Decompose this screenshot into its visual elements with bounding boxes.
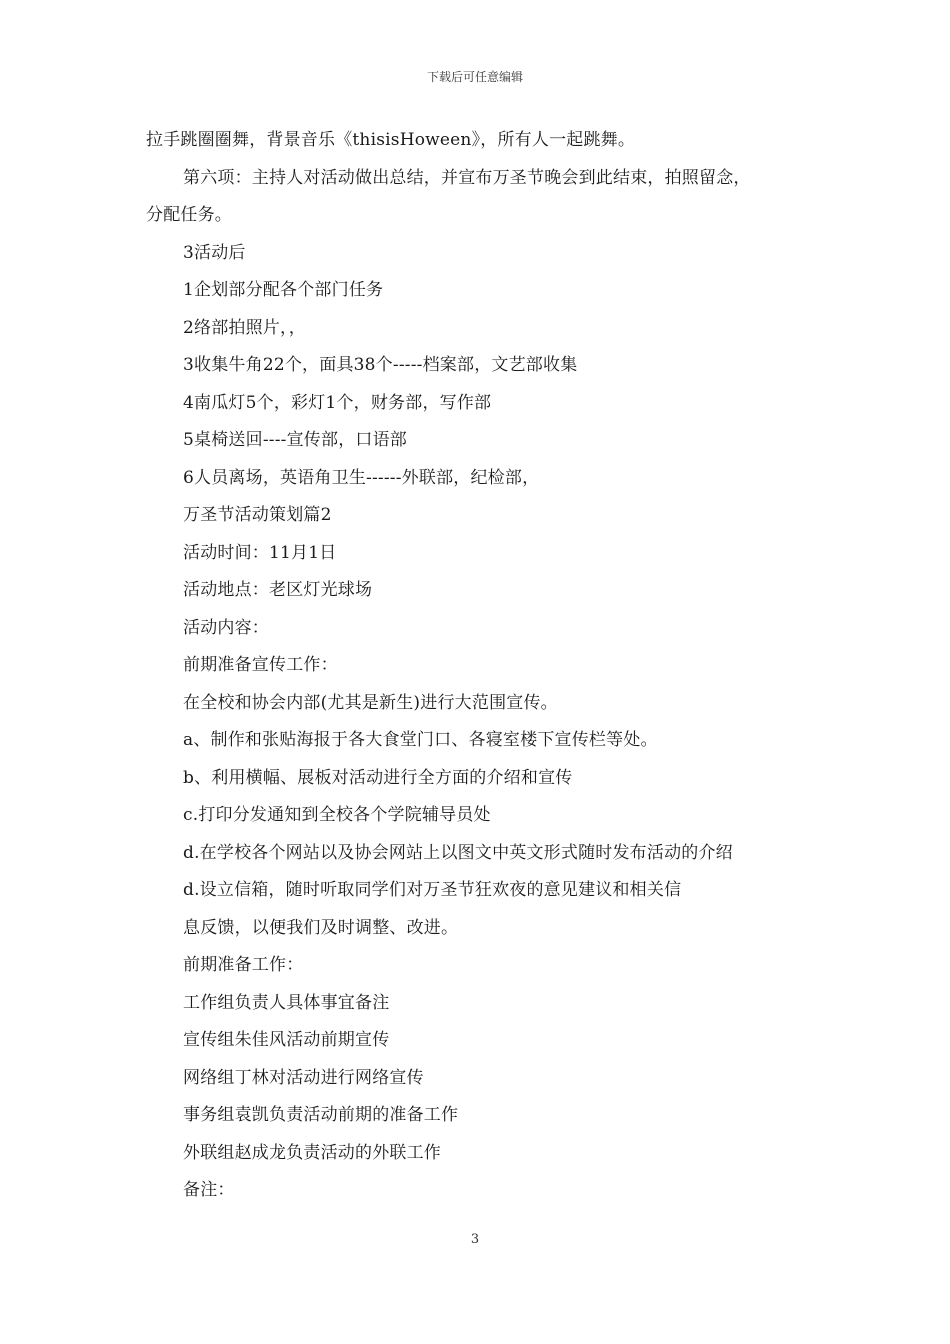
page-number: 3 [470, 1232, 480, 1247]
paragraph-line: 第六项：主持人对活动做出总结，并宣布万圣节晚会到此结束，拍照留念， [183, 167, 751, 188]
table-row-line: 网络组丁林对活动进行网络宣传 [183, 1067, 424, 1088]
table-row-line: 宣传组朱佳风活动前期宣传 [183, 1030, 390, 1050]
list-item: c.打印分发通知到全校各个学院辅导员处 [183, 805, 491, 825]
page-header: 下载后可任意编辑 [426, 70, 523, 84]
table-row-line: 事务组袁凯负责活动前期的准备工作 [183, 1105, 459, 1125]
paragraph-line: 活动内容： [183, 617, 269, 638]
section-heading: 3活动后 [183, 242, 246, 263]
paragraph-line: 备注： [183, 1180, 235, 1200]
paragraph-line: 活动地点：老区灯光球场 [183, 580, 373, 600]
paragraph-line: 息反馈，以便我们及时调整、改进。 [183, 917, 459, 938]
paragraph-line: 活动时间：11月1日 [183, 542, 337, 563]
list-item: d.在学校各个网站以及协会网站上以图文中英文形式随时发布活动的介绍 [183, 842, 733, 863]
document-body [146, 122, 826, 1210]
list-item: b、利用横幅、展板对活动进行全方面的介绍和宣传 [183, 767, 573, 788]
list-item: 4南瓜灯5个，彩灯1个，财务部，写作部 [183, 392, 492, 413]
list-item: 3收集牛角22个，面具38个-----档案部，文艺部收集 [183, 355, 578, 375]
list-item: 1企划部分配各个部门任务 [183, 280, 384, 300]
table-row-line: 外联组赵成龙负责活动的外联工作 [183, 1142, 441, 1163]
list-item: d.设立信箱，随时听取同学们对万圣节狂欢夜的意见建议和相关信 [183, 880, 682, 900]
list-item: 5桌椅送回----宣传部，口语部 [183, 430, 407, 450]
paragraph-line: 在全校和协会内部(尤其是新生)进行大范围宣传。 [183, 692, 558, 713]
paragraph-line: 分配任务。 [146, 205, 232, 225]
list-item: a、制作和张贴海报于各大食堂门口、各寝室楼下宣传栏等处。 [183, 730, 658, 750]
table-header-line: 工作组负责人具体事宜备注 [183, 992, 390, 1013]
paragraph-line: 前期准备宣传工作： [183, 655, 338, 675]
list-item: 6人员离场，英语角卫生------外联部，纪检部， [183, 467, 540, 488]
section-title: 万圣节活动策划篇2 [183, 505, 332, 525]
paragraph-line: 前期准备工作： [183, 955, 304, 975]
list-item: 2络部拍照片，， [183, 317, 306, 338]
paragraph-line: 拉手跳圈圈舞，背景音乐《thisisHoween》，所有人一起跳舞。 [146, 130, 636, 150]
